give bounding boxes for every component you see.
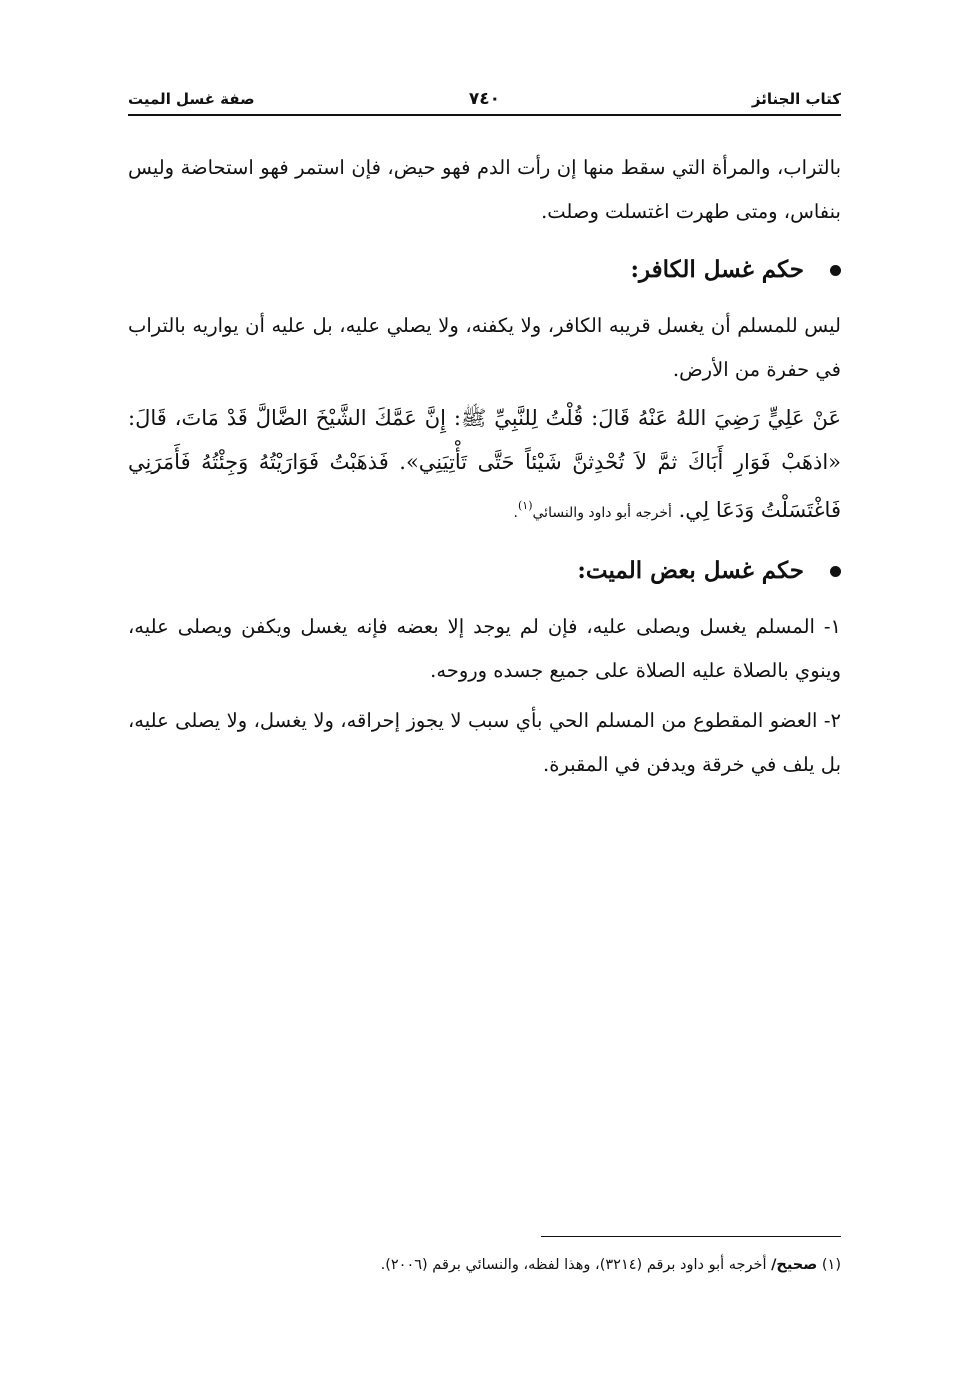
section-heading-text: حكم غسل بعض الميت: xyxy=(577,557,804,584)
book-title: كتاب الجنائز xyxy=(751,90,841,108)
section-heading-text: حكم غسل الكافر: xyxy=(630,256,804,283)
intro-paragraph: بالتراب، والمرأة التي سقط منها إن رأت الدم فهو حيض، فإن استمر فهو استحاضة وليس بنفاس، ومتى طهرت اغتسلت وصلت. xyxy=(128,156,841,223)
list-item-text: المسلم يغسل ويصلى عليه، فإن لم يوجد إلا بعضه فإنه يغسل ويكفن ويصلى عليه، وينوي بالصلاة عليه الصلاة على جميع جسده وروحه. xyxy=(128,615,841,682)
section-heading-partial xyxy=(128,551,841,591)
list-item xyxy=(128,699,841,787)
running-header xyxy=(128,88,841,116)
chapter-title: صفة غسل الميت xyxy=(128,90,255,108)
page-body xyxy=(128,146,841,793)
bullet-icon xyxy=(830,566,841,577)
footnote-marker: (١) xyxy=(821,1257,841,1273)
bullet-icon xyxy=(830,265,841,276)
footnote-text: أخرجه أبو داود برقم (٣٢١٤)، وهذا لفظه، والنسائي برقم (٢٠٠٦). xyxy=(380,1257,767,1273)
end-mark: . xyxy=(513,505,518,521)
list-number: ٢- xyxy=(823,709,841,732)
page-number: ٧٤٠ xyxy=(468,89,501,109)
hadith-text: عَنْ عَلِيٍّ رَضِيَ اللهُ عَنْهُ قَالَ: قُلْتُ لِلنَّبِيِّ ﷺ: إِنَّ عَمَّكَ الشَّيْخَ الضَّالَّ قَدْ مَاتَ، قَالَ: «اذهَبْ فَوَارِ أَبَاكَ ثمَّ لاَ تُحْدِثنَّ شَيْئاً حَتَّى تَأْتِيَنِي». فَذهَبْتُ فَوَارَيْتُهُ وَجِئْتُهُ فَأَمَرَنِي فَاغْتَسَلْتُ وَدَعَا لِي. xyxy=(128,406,841,522)
hadith-block xyxy=(128,396,841,535)
list-number: ١- xyxy=(823,615,841,638)
footnote-divider xyxy=(541,1236,841,1237)
takhrij-note: أخرجه أبو داود والنسائي xyxy=(532,505,672,521)
footnote-reference[interactable]: (١) xyxy=(517,499,533,512)
kafir-paragraph: ليس للمسلم أن يغسل قريبه الكافر، ولا يكفنه، ولا يصلي عليه، بل عليه أن يواريه بالتراب في حفرة من الأرض. xyxy=(128,314,841,381)
footnote xyxy=(128,1252,841,1278)
list-item xyxy=(128,605,841,693)
footnote-grade: صحيح/ xyxy=(771,1257,818,1273)
list-item-text: العضو المقطوع من المسلم الحي بأي سبب لا يجوز إحراقه، ولا يغسل، ولا يصلى عليه، بل يلف في خرقة ويدفن في المقبرة. xyxy=(128,709,841,776)
section-heading-kafir xyxy=(128,250,841,290)
